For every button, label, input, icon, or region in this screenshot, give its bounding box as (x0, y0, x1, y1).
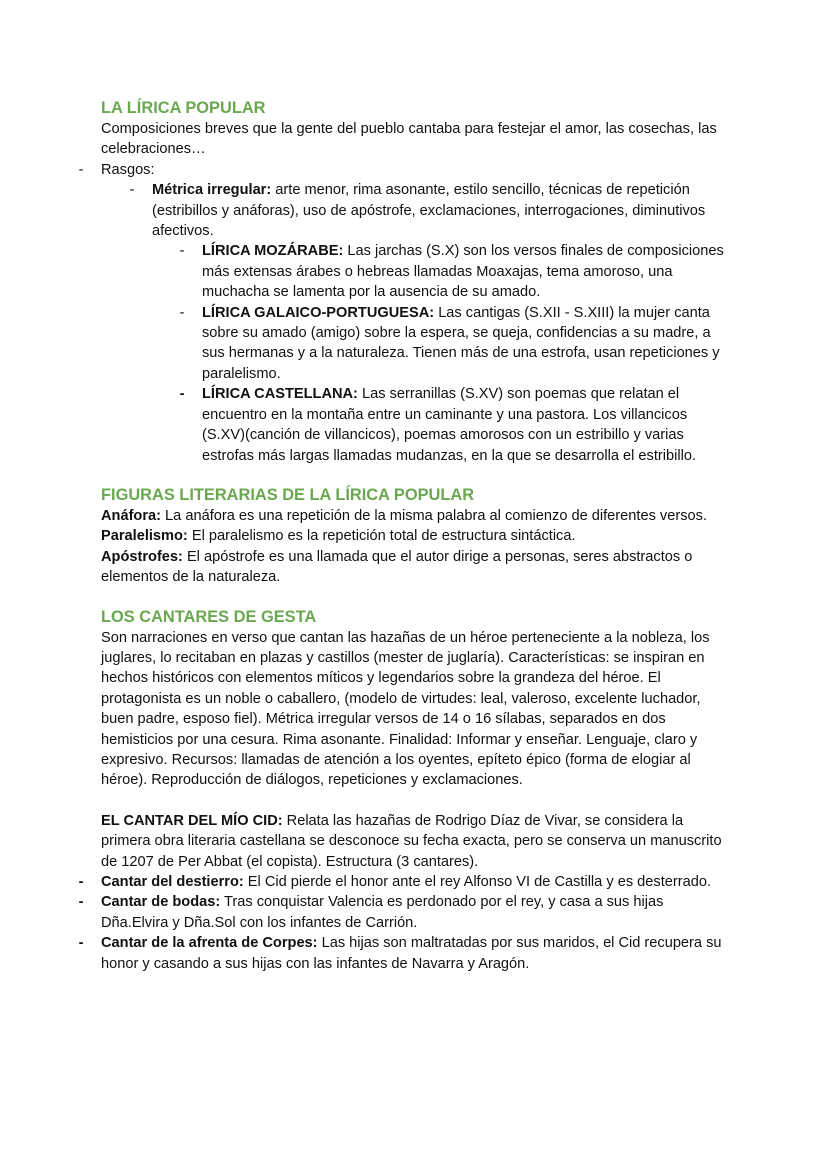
rasgos-label: Rasgos: (101, 161, 155, 178)
figura-paralelismo (101, 526, 732, 546)
mio-cid-paragraph (101, 811, 732, 872)
metrica-list (101, 180, 732, 466)
figura-text: La anáfora es una repetición de la misma palabra al comienzo de diferentes versos. (161, 507, 707, 524)
figura-anafora (101, 506, 732, 526)
dash-marker: - (179, 304, 185, 321)
cantar-text: El Cid pierde el honor ante el rey Alfonso VI de Castilla y es desterrado. (243, 874, 711, 890)
list-item-mozarabe (179, 241, 732, 302)
list-item-cantar-bodas (78, 892, 732, 933)
metrica-text: arte menor, rima asonante, estilo sencillo, técnicas de repetición (estribillos y anáforas), uso de apóstrofe, exclamaciones, interrogaciones, diminutivos afectivos. (152, 182, 706, 240)
mio-cid-text: Relata las hazañas de Rodrigo Díaz de Vivar, se considera la primera obra literaria castellana se desconoce su fecha exacta, pero se conserva un manuscrito de 1207 de Per Abbat (el copista). Estructura (3 cantares). (101, 812, 722, 870)
section-cantares-de-gesta (101, 606, 732, 791)
metrica-label: Métrica irregular: (152, 182, 272, 199)
mio-cid-label: EL CANTAR DEL MÍO CID: (101, 812, 283, 829)
item-text: Las serranillas (S.XV) son poemas que relatan el encuentro en la montaña entre un caminante y una pastora. Los villancicos (S.XV)(canción de villancicos), poemas amorosos con un estribillo y varias estrofas más largas llamadas mudanzas, en la que se desarrolla el estribillo. (202, 386, 696, 464)
cantar-label: Cantar de la afrenta de Corpes: (101, 935, 318, 952)
list-item-cantar-destierro (78, 872, 732, 892)
heading-cantares-de-gesta: LOS CANTARES DE GESTA (101, 607, 317, 626)
item-label: LÍRICA CASTELLANA: (202, 386, 358, 403)
lirica-types-list (152, 241, 732, 465)
list-item-castellana (179, 384, 732, 466)
dash-marker: - (78, 161, 84, 178)
cantar-text: Tras conquistar Valencia es perdonado por el rey, y casa a sus hijas Dña.Elvira y Dña.Sol con los infantes de Carrión. (101, 894, 664, 931)
item-text: Las jarchas (S.X) son los versos finales de composiciones más extensas árabes o hebreas llamadas Moaxajas, tema amoroso, una muchacha se lamenta por la ausencia de su amado. (202, 243, 724, 301)
cantar-label: Cantar de bodas: (101, 894, 221, 911)
dash-marker: - (78, 935, 84, 952)
figura-text: El paralelismo es la repetición total de estructura sintáctica. (187, 528, 576, 545)
rasgos-list (78, 160, 732, 466)
item-label: LÍRICA MOZÁRABE: (202, 243, 344, 260)
item-text: Las cantigas (S.XII - S.XIII) la mujer canta sobre su amado (amigo) sobre la espera, se queja, confidencias a su madre, a sus hermanas y a la naturaleza. Tienen más de una estrofa, usan repeticiones y paralelismo. (202, 304, 720, 382)
dash-marker: - (179, 243, 185, 260)
list-item-cantar-afrenta-corpes (78, 933, 732, 974)
section-lirica-popular (78, 97, 732, 466)
dash-marker: - (78, 874, 84, 890)
cantares-paragraph: Son narraciones en verso que cantan las hazañas de un héroe perteneciente a la nobleza, los juglares, lo recitaban en plazas y castillos (mester de juglaría). Características: se inspiran en hechos históricos con elementos míticos y legendarios sobre la grandeza del héroe. El protagonista es un noble o caballero, (modelo de virtudes: leal, valeroso, excelente luchador, buen padre, esposo fiel). Métrica irregular versos de 14 o 16 sílabas, separados en dos hemisticios por una cesura. Rima asonante. Finalidad: Informar y enseñar. Lenguaje, claro y expresivo. Recursos: llamadas de atención a los oyentes, epíteto épico (forma de elogiar al héroe). Reproducción de diálogos, repeticiones y exclamaciones. (101, 629, 710, 789)
dash-marker: - (78, 894, 84, 911)
cantar-text: Las hijas son maltratadas por sus maridos, el Cid recupera su honor y casando a sus hijas con las infantes de Navarra y Aragón. (101, 935, 722, 972)
cantar-label: Cantar del destierro: (101, 874, 244, 890)
item-label: LÍRICA GALAICO-PORTUGUESA: (202, 304, 435, 321)
list-item-metrica (129, 180, 732, 466)
dash-marker: - (179, 386, 185, 403)
cantares-list (78, 872, 732, 974)
section-cantar-mio-cid (78, 811, 732, 974)
list-item-galaico-portuguesa (179, 303, 732, 385)
heading-figuras-literarias: FIGURAS LITERARIAS DE LA LÍRICA POPULAR (101, 485, 475, 504)
section-figuras-literarias (101, 484, 732, 588)
figura-label: Paralelismo: (101, 528, 188, 545)
figura-apostrofes (101, 547, 732, 588)
figura-text: El apóstrofe es una llamada que el autor dirige a personas, seres abstractos o elementos de la naturaleza. (101, 548, 693, 586)
heading-lirica-popular: LA LÍRICA POPULAR (101, 99, 266, 117)
figura-label: Anáfora: (101, 507, 161, 524)
list-item-rasgos (78, 160, 732, 466)
dash-marker: - (129, 182, 135, 199)
intro-paragraph: Composiciones breves que la gente del pueblo cantaba para festejar el amor, las cosechas, las celebraciones… (101, 121, 717, 158)
figura-label: Apóstrofes: (101, 548, 183, 565)
